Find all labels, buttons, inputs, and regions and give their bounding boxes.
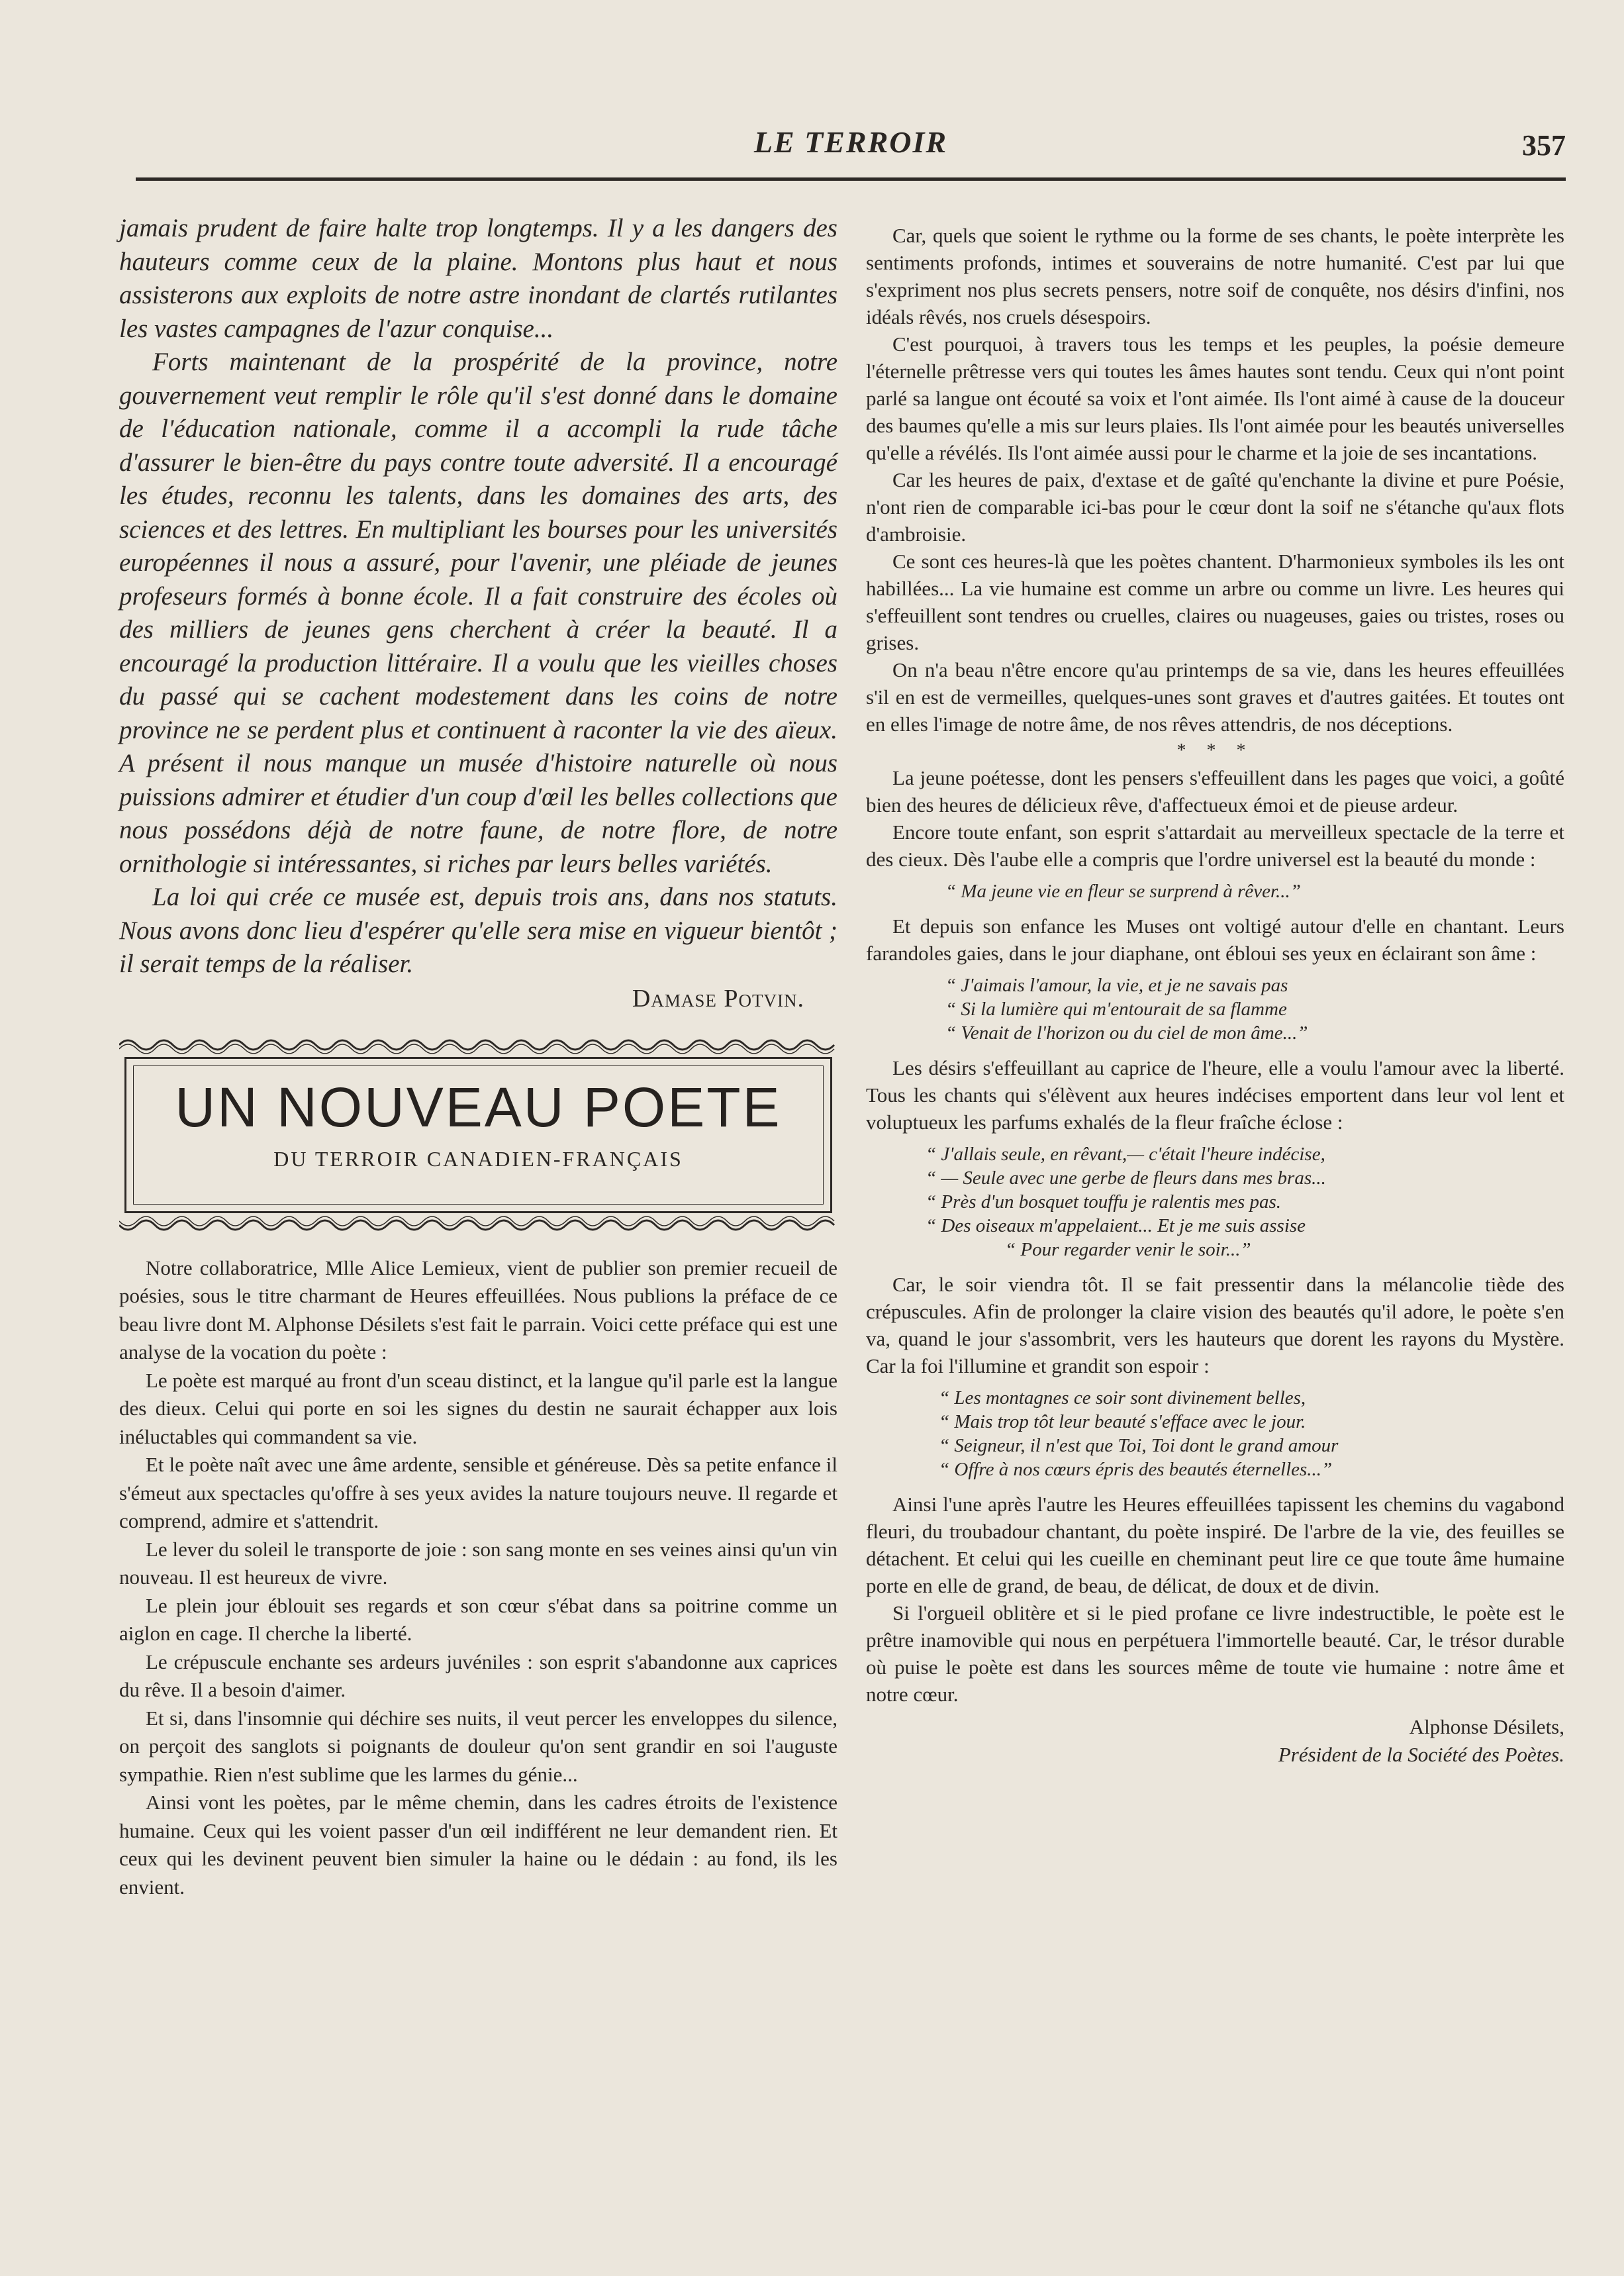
left-column: [119, 212, 837, 1901]
paragraph: La jeune poétesse, dont les pensers s'effeuillent dans les pages que voici, a goûté bien des heures de délicieux rêve, d'affectueux émoi et de pieuse ardeur.: [866, 766, 1564, 816]
verse-line: “ Des oiseaux m'appelaient... Et je me suis assise: [926, 1215, 1306, 1236]
paragraph: Ainsi vont les poètes, par le même chemin, dans les cadres étroits de l'existence humaine. Ceux qui les voient passer d'un œil indifférent ne leur demandent rien. Et ceux qui les devinent peuvent bien simuler la haine ou le dédain : au fond, ils les envient.: [119, 1791, 837, 1899]
verse-quote: [866, 973, 1564, 1045]
verse-line: “ Venait de l'horizon ou du ciel de mon âme...”: [945, 1022, 1308, 1044]
verse-line: “ Les montagnes ce soir sont divinement belles,: [939, 1387, 1306, 1409]
paragraph: C'est pourquoi, à travers tous les temps et les peuples, la poésie demeure l'éternelle prêtresse vers qui toutes les âmes hautes sont tendu. Ceux qui n'ont point parlé sa langue ont écouté sa voix et l'ont aimée. Ils l'ont aimé à cause de la douceur des baumes qu'elle a mis sur leurs plaies. Ils l'ont aimée pour les beautés universelles qu'elle a révélés. Ils l'ont aimée aussi pour le charme et la joie de ses incantations.: [866, 332, 1564, 464]
paragraph: Ainsi l'une après l'autre les Heures effeuillées tapissent les chemins du vagabond fleuri, du troubadour chantant, du poète inspiré. De l'arbre de la vie, des feuilles se détachent. Et celui qui les cueille en cheminant peut lire ce que toute âme humaine porte en elle de grand, de beau, de délicat, de doux et de divin.: [866, 1493, 1564, 1597]
author-signature: Damase Potvin.: [632, 984, 804, 1013]
ornament-border-top: [119, 1036, 837, 1054]
section-separator: * * *: [1176, 740, 1254, 761]
paragraph: Car les heures de paix, d'extase et de gaîté qu'enchante la divine et pure Poésie, n'ont rien de comparable ici-bas pour le cœur dont la soif ne s'étanche qu'aux flots d'ambroisie.: [866, 468, 1564, 546]
verse-line: “ Seigneur, il n'est que Toi, Toi dont le grand amour: [939, 1435, 1339, 1456]
signature-role: Président de la Société des Poètes.: [1278, 1743, 1564, 1766]
page-number: 357: [1522, 129, 1566, 162]
verse-line: “ J'allais seule, en rêvant,— c'était l'heure indécise,: [926, 1144, 1325, 1165]
article-continuation: [119, 212, 837, 981]
verse-quote: [866, 1142, 1564, 1262]
paragraph: Ce sont ces heures-là que les poètes chantent. D'harmonieux symboles ils les ont habillées... La vie humaine est comme un arbre ou comme un livre. Les heures qui s'effeuillent sont tendres ou cruelles, claires ou nuageuses, gaies ou tristes, roses ou grises.: [866, 550, 1564, 654]
paragraph: Et si, dans l'insomnie qui déchire ses nuits, il veut percer les enveloppes du silence, on perçoit des sanglots si poignants de douleur qu'on sent grandir en soi l'auguste sympathie. Rien n'est sublime que les larmes du génie...: [119, 1706, 837, 1786]
verse-line: “ — Seule avec une gerbe de fleurs dans mes bras...: [926, 1167, 1326, 1189]
paragraph: Le lever du soleil le transporte de joie : son sang monte en ses veines ainsi qu'un vin nouveau. Il est heureux de vivre.: [119, 1537, 837, 1589]
article-title-box: [119, 1036, 837, 1234]
paragraph: Car, le soir viendra tôt. Il se fait pressentir dans la mélancolie tiède des crépuscules. Afin de prolonger la claire vision des beautés qu'il adore, le poète s'en va, quand le jour s'assombrit, vers les hauteurs que dorent les rayons du Mystère. Car la foi l'illumine et grandit son espoir :: [866, 1273, 1564, 1377]
verse-line: “ Si la lumière qui m'entourait de sa flamme: [945, 999, 1287, 1020]
paragraph: Si l'orgueil oblitère et si le pied profane ce livre indestructible, le poète est le prêtre inamovible qui nous en perpétuera l'immortelle beauté. Car, le trésor durable où puise le poète est dans les sources même de toute vie humaine : notre âme et notre cœur.: [866, 1601, 1564, 1706]
preface-signature: [866, 1713, 1564, 1769]
running-title: LE TERROIR: [753, 125, 948, 159]
paragraph: Et le poète naît avec une âme ardente, sensible et généreuse. Dès sa petite enfance il s'émeut aux spectacles qu'offre à ses yeux avides la nature toujours neuve. Il regarde et comprend, admire et s'attendrit.: [119, 1453, 837, 1532]
article-body: [119, 1254, 837, 1902]
paragraph: Encore toute enfant, son esprit s'attardait au merveilleux spectacle de la terre et des cieux. Dès l'aube elle a compris que l'ordre universel est la beauté du monde :: [866, 820, 1564, 871]
verse-line: “ Pour regarder venir le soir...”: [1005, 1239, 1251, 1260]
paragraph: Notre collaboratrice, Mlle Alice Lemieux, vient de publier son premier recueil de poésies, sous le titre charmant de Heures effeuillées. Nous publions la préface de ce beau livre dont M. Alphonse Désilets s'est fait le parrain. Voici cette préface qui est une analyse de la vocation du poète :: [119, 1256, 837, 1363]
paragraph: jamais prudent de faire halte trop longtemps. Il y a les dangers des hauteurs comme ceux de la plaine. Montons plus haut et nous assisterons aux exploits de notre astre inondant de clartés rutilantes les vastes campagnes de l'azur conquise...: [119, 214, 837, 343]
verse-line: “ Ma jeune vie en fleur se surprend à rêver...”: [945, 881, 1301, 902]
ornament-border-bottom: [119, 1216, 837, 1234]
paragraph: Les désirs s'effeuillant au caprice de l'heure, elle a voulu l'amour avec la liberté. Tous les chants qui s'élèvent aux heures indécises emportent dans leur vol lent et voluptueux les parfums exhalés de la fleur fraîche éclose :: [866, 1056, 1564, 1134]
paragraph: La loi qui crée ce musée est, depuis trois ans, dans nos statuts. Nous avons donc lieu d'espérer qu'elle sera mise en vigueur bientôt ; il serait temps de la réaliser.: [119, 883, 837, 978]
paragraph: On n'a beau n'être encore qu'au printemps de sa vie, dans les heures effeuillées s'il en est de vermeilles, quelques-unes sont graves et d'autres gaitées. Et toutes ont en elles l'image de notre âme, de nos rêves attendris, de nos déceptions.: [866, 658, 1564, 736]
running-header: [136, 119, 1566, 179]
paragraph: Le plein jour éblouit ses regards et son cœur s'ébat dans sa poitrine comme un aiglon en cage. Il cherche la liberté.: [119, 1593, 837, 1645]
paragraph: Et depuis son enfance les Muses ont voltigé autour d'elle en chantant. Leurs farandoles gaies, dans le jour diaphane, ont ébloui ses yeux en éclairant son âme :: [866, 915, 1564, 965]
verse-quote: [866, 1386, 1564, 1481]
paragraph: Le poète est marqué au front d'un sceau distinct, et la langue qu'il parle est la langue des dieux. Celui qui porte en soi les signes du destin ne saurait échapper aux lois inéluctables qui commandent sa vie.: [119, 1368, 837, 1448]
paragraph: Car, quels que soient le rythme ou la forme de ses chants, le poète interprète les sentiments profonds, intimes et souverains de notre humanité. C'est par lui que s'expriment nos plus secrets pensers, notre soif de conquête, nos désirs d'infini, nos idéals rêvés, nos cruels désespoirs.: [866, 224, 1564, 328]
header-rule: [136, 177, 1566, 181]
signature-name: Alphonse Désilets,: [1409, 1715, 1564, 1738]
right-column: [866, 222, 1564, 1769]
article-title: UN NOUVEAU POETE: [175, 1075, 782, 1138]
verse-line: “ Offre à nos cœurs épris des beautés éternelles...”: [939, 1459, 1333, 1480]
verse-quote: [866, 879, 1564, 903]
verse-line: “ Mais trop tôt leur beauté s'efface avec le jour.: [939, 1411, 1306, 1432]
article-subtitle: DU TERROIR CANADIEN-FRANÇAIS: [273, 1146, 683, 1171]
paragraph: Forts maintenant de la prospérité de la province, notre gouvernement veut remplir le rôle qu'il s'est donné dans le domaine de l'éducation nationale, comme il a accompli la rude tâche d'assurer le bien-être du pays contre toute adversité. Il a encouragé les études, reconnu les talents, dans les domaines des arts, des sciences et des lettres. En multipliant les bourses pour les universités européennes il nous a assuré, pour l'avenir, une pléiade de jeunes profeseurs formés à bonne école. Il a fait construire des écoles où des milliers de jeunes gens cherchent à créer la beauté. Il a encouragé la production littéraire. Il a voulu que les vieilles choses du passé qui se cachent modestement dans les coins de notre province ne se perdent plus et continuent à raconter la vie des aïeux. A présent il nous manque un musée d'histoire naturelle où nous puissions admirer et étudier d'un coup d'œil les belles collections que nous possédons déjà de notre faune, de notre flore, de notre ornithologie si intéressantes, si riches par leurs belles variétés.: [119, 348, 837, 878]
paragraph: Le crépuscule enchante ses ardeurs juvéniles : son esprit s'abandonne aux caprices du rêve. Il a besoin d'aimer.: [119, 1650, 837, 1701]
verse-line: “ Près d'un bosquet touffu je ralentis mes pas.: [926, 1191, 1282, 1212]
verse-line: “ J'aimais l'amour, la vie, et je ne savais pas: [945, 975, 1288, 996]
